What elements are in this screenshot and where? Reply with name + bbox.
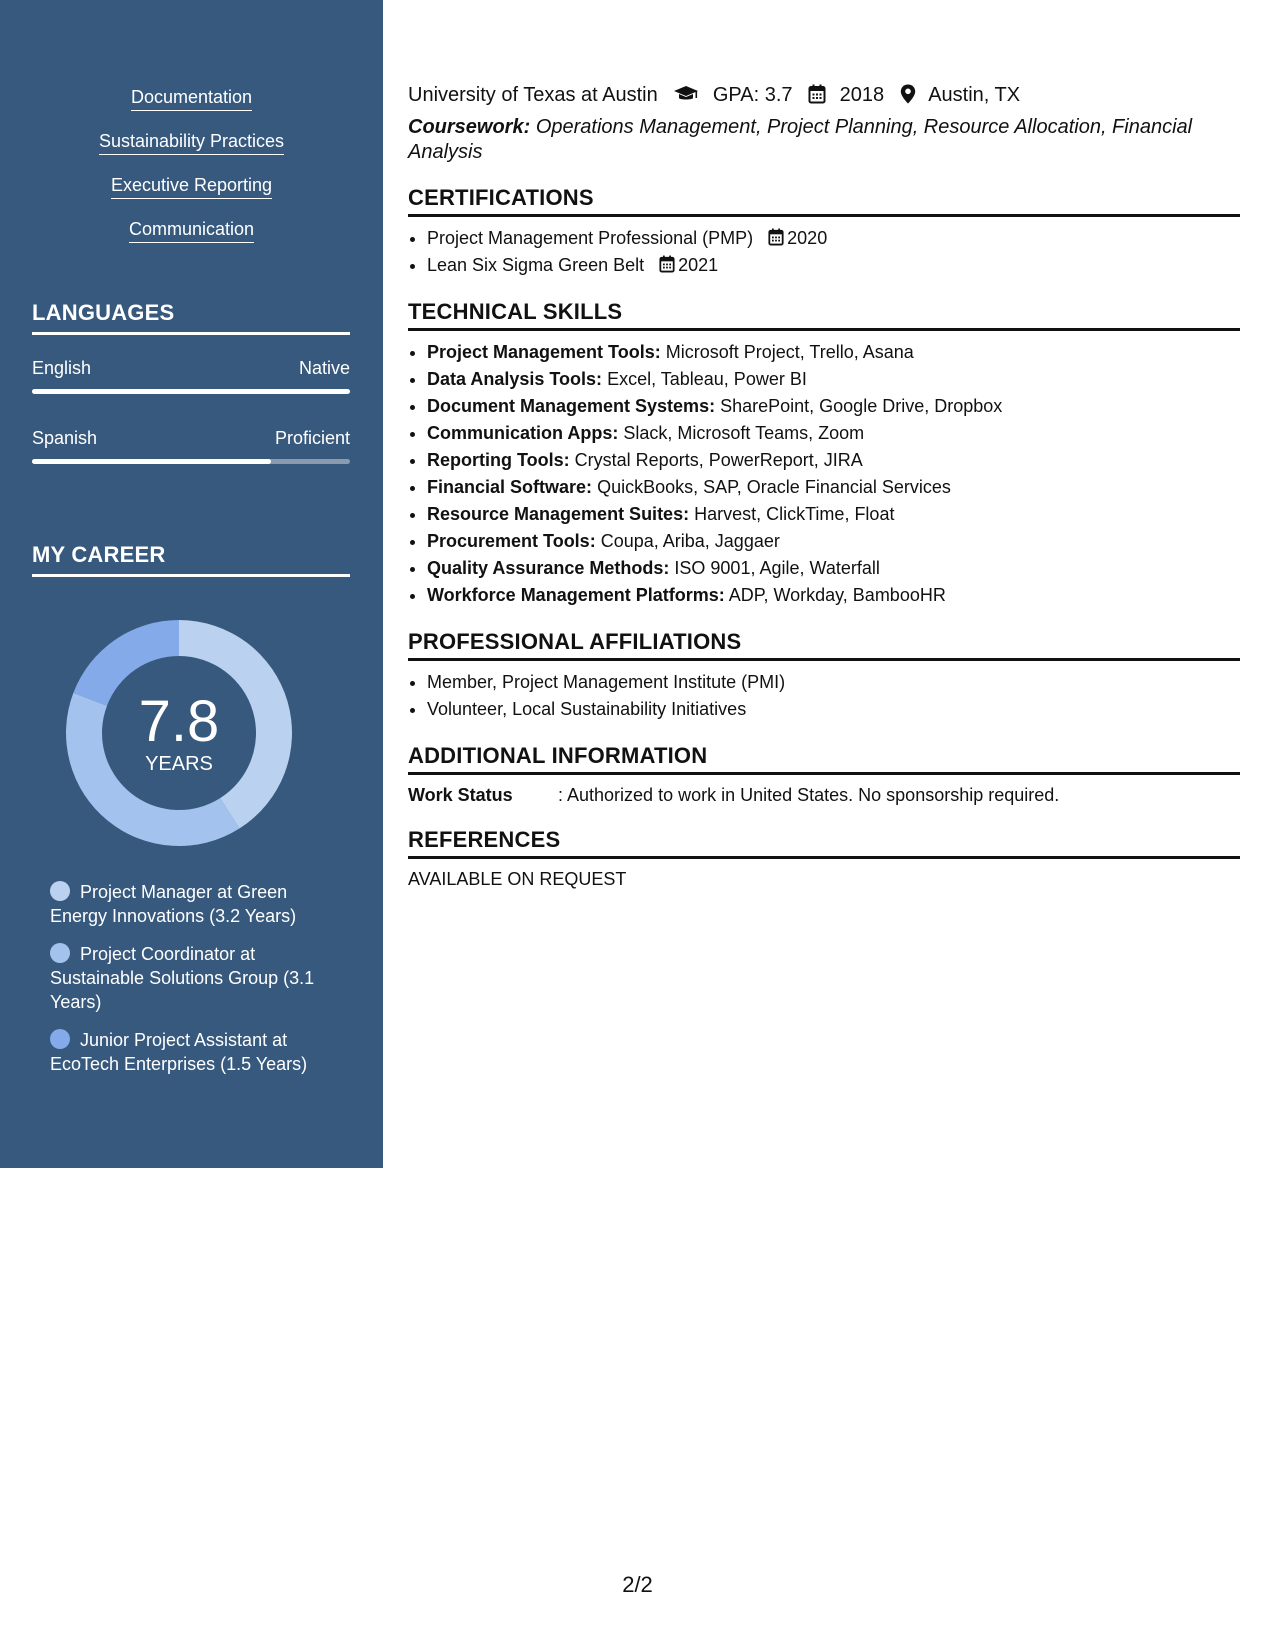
skill-link[interactable]: Documentation [131,86,252,111]
list-item [427,393,1240,420]
skill-label: Financial Software: [427,477,593,497]
legend-label: Project Coordinator at Sustainable Solutions Group (3.1 Years) [50,944,315,1012]
list-item [427,528,1240,555]
skill-label: Workforce Management Platforms: [427,585,725,605]
skill-value: Slack, Microsoft Teams, Zoom [623,423,865,443]
list-item [427,420,1240,447]
language-bar-fill [32,389,350,394]
legend-label: Project Manager at Green Energy Innovations (3.2 Years) [50,882,297,926]
skill-label: Procurement Tools: [427,531,596,551]
list-item [427,474,1240,501]
legend-dot-icon [50,1029,70,1049]
legend-dot-icon [50,943,70,963]
sidebar [0,0,383,1168]
skill-label: Reporting Tools: [427,450,570,470]
list-item: • Member, Project Management Institute (PMI) [427,669,1240,696]
work-status-row [408,783,1240,807]
skill-label: Data Analysis Tools: [427,369,603,389]
legend-item [50,1028,340,1076]
school-location: Austin, TX [928,84,1021,106]
list-item [427,582,1240,609]
graduation-year: 2018 [839,84,885,106]
skill-value: ISO 9001, Agile, Waterfall [674,558,880,578]
certifications-list [408,225,1240,279]
skill-label: Document Management Systems: [427,396,716,416]
coursework-list: Operations Management, Project Planning, Resource Allocation, Financial Analysis [408,116,1193,163]
career-legend [50,880,340,1090]
skill-links [0,86,383,262]
coursework [408,115,1240,165]
list-item [427,225,1240,252]
affiliations-list [408,669,1240,723]
language-name: English [32,358,92,378]
language-level: Native [298,358,350,378]
languages-title: LANGUAGES [32,300,350,335]
skill-label: Communication Apps: [427,423,619,443]
skill-value: Harvest, ClickTime, Float [694,504,895,524]
technical-skills-title: TECHNICAL SKILLS [408,299,1240,331]
skill-label: Quality Assurance Methods: [427,558,670,578]
additional-info-title: ADDITIONAL INFORMATION [408,743,1240,775]
legend-dot-icon [50,881,70,901]
work-status-value: : Authorized to work in United States. No sponsorship required. [558,785,1060,805]
references-text: AVAILABLE ON REQUEST [408,869,627,889]
language-name: Spanish [32,428,98,448]
career-donut-center [66,620,292,846]
list-item: • Volunteer, Local Sustainability Initiatives [427,696,1240,723]
list-item [427,555,1240,582]
skill-link[interactable]: Sustainability Practices [99,130,284,155]
legend-item [50,942,340,1014]
list-item [427,366,1240,393]
list-item [427,501,1240,528]
skill-link[interactable]: Executive Reporting [111,174,272,199]
career-total-value: 7.8 [138,689,220,754]
references-title: REFERENCES [408,827,1240,859]
list-item [427,447,1240,474]
skill-value: Crystal Reports, PowerReport, JIRA [574,450,863,470]
certification-name: Lean Six Sigma Green Belt [427,255,645,275]
skill-value: Coupa, Ariba, Jaggaer [600,531,780,551]
language-level: Proficient [274,428,350,448]
certification-year: 2020 [787,228,828,248]
list-item [427,252,1240,279]
career-title: MY CAREER [32,542,350,577]
calendar-icon [659,255,675,273]
school-name: University of Texas at Austin [408,84,658,106]
skill-value: Excel, Tableau, Power BI [607,369,807,389]
legend-item [50,880,340,928]
main-content [408,80,1240,891]
skill-label: Resource Management Suites: [427,504,690,524]
language-bar [32,459,350,464]
list-item [427,339,1240,366]
language-bar [32,389,350,394]
technical-skills-list [408,339,1240,609]
gpa: GPA: 3.7 [712,84,793,106]
page-number: 2/2 [622,1572,653,1597]
certifications-title: CERTIFICATIONS [408,185,1240,217]
affiliations-title: PROFESSIONAL AFFILIATIONS [408,629,1240,661]
skill-value: QuickBooks, SAP, Oracle Financial Services [597,477,951,497]
language-row [32,358,350,379]
language-bar-fill [32,459,271,464]
calendar-icon [768,228,784,246]
graduation-cap-icon [673,83,699,113]
map-pin-icon [900,83,916,113]
skill-value: Microsoft Project, Trello, Asana [665,342,914,362]
skill-label: Project Management Tools: [427,342,661,362]
skill-link[interactable]: Communication [129,218,254,243]
legend-label: Junior Project Assistant at EcoTech Enterprises (1.5 Years) [50,1030,308,1074]
calendar-icon [808,83,826,113]
education-line [408,80,1240,113]
skill-value: SharePoint, Google Drive, Dropbox [720,396,1003,416]
certification-name: Project Management Professional (PMP) [427,228,754,248]
career-total-unit: YEARS [145,753,213,775]
coursework-label: Coursework: [408,116,531,138]
language-row [32,428,350,449]
skill-value: ADP, Workday, BambooHR [728,585,946,605]
certification-year: 2021 [678,255,719,275]
work-status-label: Work Status [408,785,513,805]
